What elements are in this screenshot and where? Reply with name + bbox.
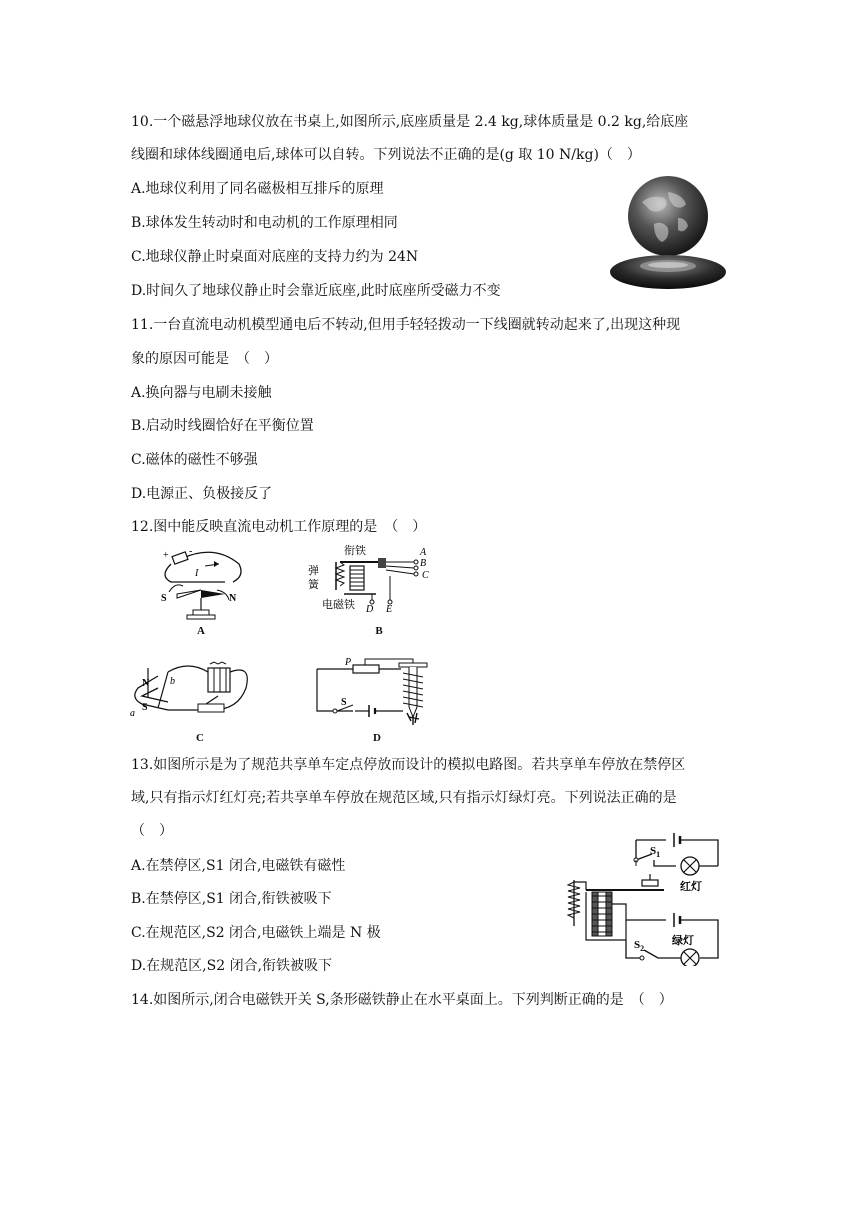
q13-stem-line1: 13.如图所示是为了规范共享单车定点停放而设计的模拟电路图。若共享单车停放在禁停区 xyxy=(131,757,686,773)
fig-b-spring: 弹 xyxy=(308,565,319,577)
figure-b-relay xyxy=(306,542,434,620)
q13-option-c: C.在规范区,S2 闭合,电磁铁上端是 N 极 xyxy=(131,925,381,941)
fig-d-label: D xyxy=(373,732,381,744)
q13-s1-label: $S_1$ xyxy=(650,845,661,859)
q13-stem-line2: 域,只有指示灯红灯亮;若共享单车停放在规范区域,只有指示灯绿灯亮。下列说法正确的是 xyxy=(131,790,677,806)
fig-c-a: a xyxy=(130,708,135,719)
q11-option-d: D.电源正、负极接反了 xyxy=(131,486,273,502)
q11-option-a: A.换向器与电刷未接触 xyxy=(131,385,272,401)
q13-stem-line3: （ ） xyxy=(131,823,173,839)
fig-b-terminal-d: D xyxy=(366,604,374,615)
fig-b-terminal-e: E xyxy=(386,604,393,615)
q13-s2-label: $S_2$ xyxy=(634,939,645,953)
fig-b-terminal-b: B xyxy=(420,558,427,569)
q10-option-b: B.球体发生转动时和电动机的工作原理相同 xyxy=(131,215,398,231)
fig-c-n-pole: N xyxy=(142,678,150,689)
q10-option-a: A.地球仪利用了同名磁极相互排斥的原理 xyxy=(131,181,384,197)
q10-stem-line1: 10.一个磁悬浮地球仪放在书桌上,如图所示,底座质量是 2.4 kg,球体质量是 0.2 kg,给底座 xyxy=(131,114,689,130)
fig-a-plus: + xyxy=(163,550,169,561)
fig-b-armature: 衔铁 xyxy=(344,545,366,557)
q12-stem: 12.图中能反映直流电动机工作原理的是 （ ） xyxy=(131,519,427,535)
q13-option-a: A.在禁停区,S1 闭合,电磁铁有磁性 xyxy=(131,858,346,874)
figure-a-oersted xyxy=(155,546,250,624)
fig-b-spring2: 簧 xyxy=(308,579,319,591)
q13-red-lamp-label: 红灯 xyxy=(680,881,702,893)
fig-a-current: I xyxy=(195,568,199,579)
fig-c-s-pole: S xyxy=(142,702,148,713)
q11-stem-line1: 11.一台直流电动机模型通电后不转动,但用手轻轻拨动一下线圈就转动起来了,出现这种现 xyxy=(131,317,681,333)
fig-a-n-pole: N xyxy=(229,593,237,604)
fig-b-terminal-a: A xyxy=(420,547,427,558)
fig-b-label: B xyxy=(375,625,383,637)
fig-b-electromagnet: 电磁铁 xyxy=(322,599,355,611)
maglev-globe-photo xyxy=(606,172,732,296)
q13-circuit-diagram xyxy=(546,830,726,966)
q10-option-c: C.地球仪静止时桌面对底座的支持力约为 24N xyxy=(131,249,419,265)
fig-c-b: b xyxy=(170,676,175,687)
figure-d-electromagnet xyxy=(313,655,433,727)
q11-stem-line2: 象的原因可能是 （ ） xyxy=(131,351,278,367)
fig-d-p: P xyxy=(345,657,352,668)
fig-c-label: C xyxy=(196,732,204,744)
q13-option-b: B.在禁停区,S1 闭合,衔铁被吸下 xyxy=(131,891,332,907)
q10-option-d: D.时间久了地球仪静止时会靠近底座,此时底座所受磁力不变 xyxy=(131,283,501,299)
q13-option-d: D.在规范区,S2 闭合,衔铁被吸下 xyxy=(131,958,333,974)
q11-option-c: C.磁体的磁性不够强 xyxy=(131,452,258,468)
fig-a-s-pole: S xyxy=(161,593,167,604)
fig-d-s: S xyxy=(341,697,347,708)
fig-a-label: A xyxy=(197,625,205,637)
fig-a-minus: - xyxy=(189,546,193,557)
figure-c-motor xyxy=(128,658,258,728)
q10-stem-line2: 线圈和球体线圈通电后,球体可以自转。下列说法不正确的是(g 取 10 N/kg)（ ） xyxy=(131,147,641,163)
q11-option-b: B.启动时线圈恰好在平衡位置 xyxy=(131,418,314,434)
q13-green-lamp-label: 绿灯 xyxy=(672,935,694,947)
fig-b-terminal-c: C xyxy=(422,570,429,581)
q14-stem: 14.如图所示,闭合电磁铁开关 S,条形磁铁静止在水平桌面上。下列判断正确的是 （ ） xyxy=(131,992,673,1008)
